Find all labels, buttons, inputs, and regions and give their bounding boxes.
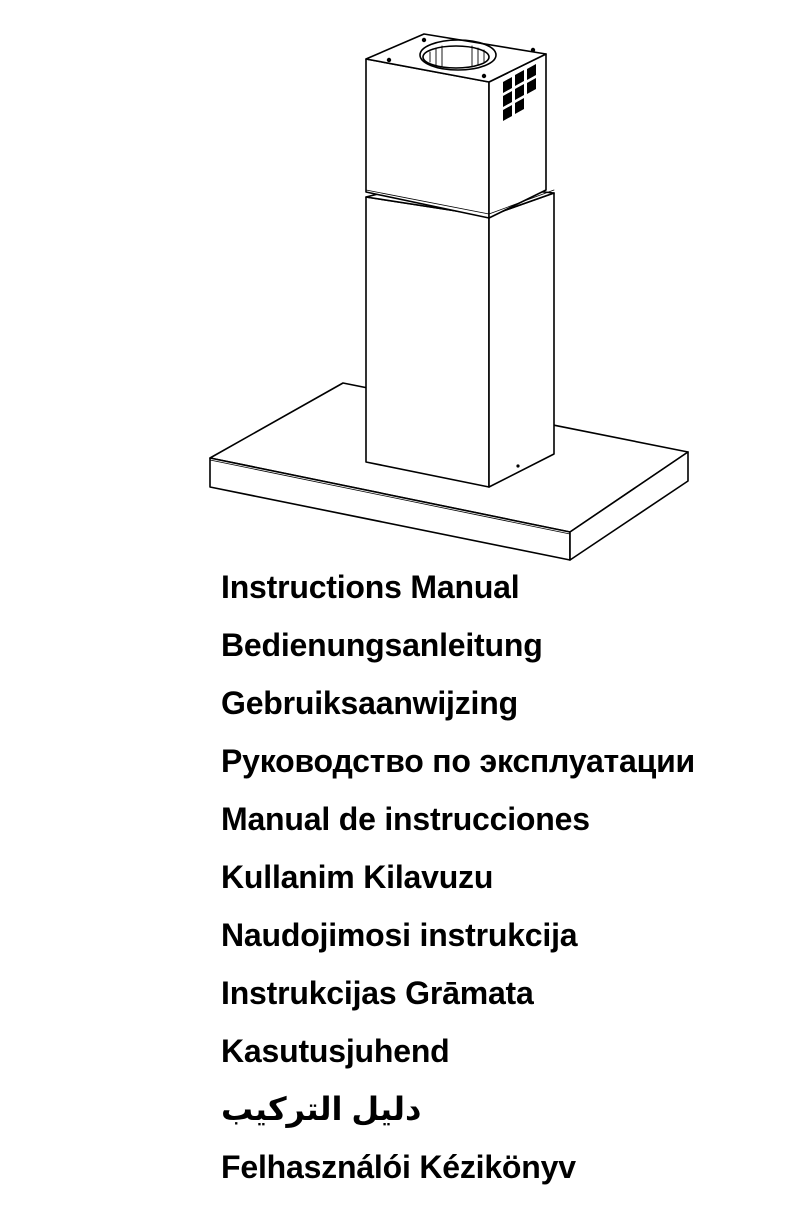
manual-title-list	[221, 565, 695, 1203]
title-german: Bedienungsanleitung	[221, 627, 543, 663]
title-spanish: Manual de instrucciones	[221, 801, 590, 837]
title-turkish: Kullanim Kilavuzu	[221, 859, 494, 895]
title-arabic: دليل التركيب	[221, 1091, 422, 1127]
cooker-hood-illustration	[0, 0, 808, 600]
lower-chimney	[366, 181, 554, 487]
title-dutch: Gebruiksaanwijzing	[221, 685, 518, 721]
title-lithuanian: Naudojimosi instrukcija	[221, 917, 578, 953]
title-russian: Руководство по эксплуатации	[221, 743, 696, 779]
title-latvian: Instrukcijas Grāmata	[221, 975, 534, 1011]
title-english: Instructions Manual	[221, 569, 520, 605]
upper-chimney	[366, 34, 554, 218]
title-estonian: Kasutusjuhend	[221, 1033, 450, 1069]
title-hungarian: Felhasználói Kézikönyv	[221, 1149, 576, 1185]
